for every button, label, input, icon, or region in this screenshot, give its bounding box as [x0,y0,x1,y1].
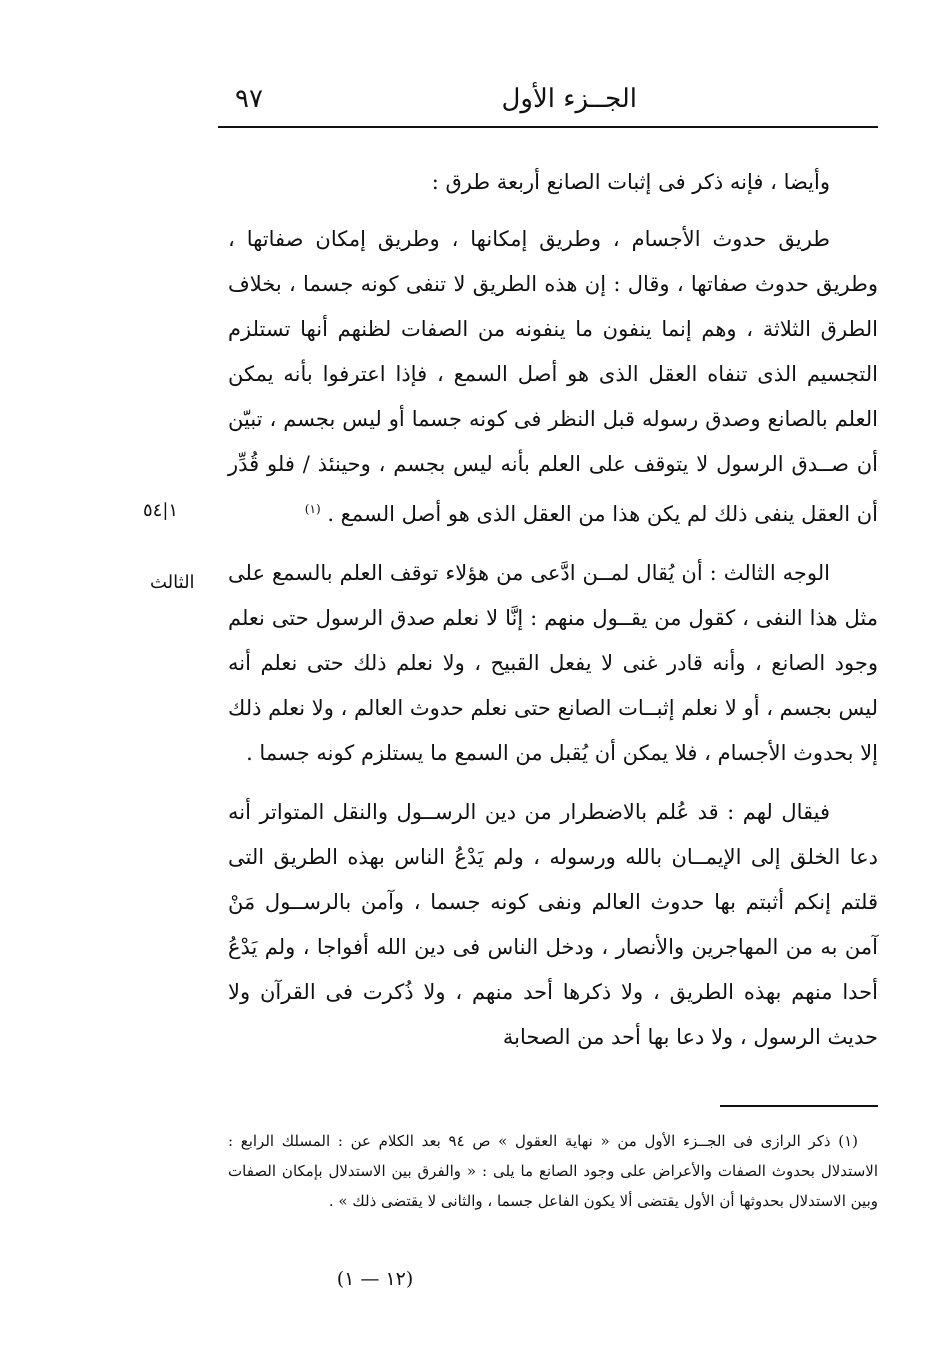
footnotes [228,1126,878,1216]
footnote-1: (١) ذكر الرازى فى الجــزء الأول من « نهاية العقول » ص ٩٤ بعد الكلام عن : المسلك الرابع : الاستدلال بحدوث الصفات والأعراض على وجود الصانع ما يلى : « والفرق بين الاستدلال بإمكان الصفات وبين الاستدلال بحدوثها أن الأول يقتضى ألا يكون الفاعل جسما ، والثانى لا يقتضى ذلك » . [228,1132,878,1210]
paragraph-4: فيقال لهم : قد عُلم بالاضطرار من دين الرســول والنقل المتواتر أنه دعا الخلق إلى الإيمــان بالله ورسوله ، ولم يَدْعُ الناس بهذه الطريق التى قلتم إنكم أثبتم بها حدوث العالم ونفى كونه جسما ، وآمن بالرســول مَنْ آمن به من المهاجرين والأنصار ، ودخل الناس فى دين الله أفواجا ، ولم يَدْعُ أحدا منهم بهذه الطريق ، ولا ذكرها أحد منهم ، ولا ذُكرت فى القرآن ولا حديث الرسول ، ولا دعا بها أحد من الصحابة [228,800,878,1049]
paragraph-2 [228,217,878,537]
running-title: الجــزء الأول [501,84,637,114]
paragraph-3: الوجه الثالث : أن يُقال لمــن ادَّعى من هؤلاء توقف العلم بالسمع على مثل هذا النفى ، كقول من يقــول منهم : إنَّا لا نعلم صدق الرسول حتى نعلم وجود الصانع ، وأنه قادر غنى لا يفعل القبيح ، ولا نعلم ذلك حتى نعلم أنه ليس بجسم ، أو لا نعلم إثبــات الصانع حتى نعلم حدوث العالم ، ولا نعلم ذلك إلا بحدوث الأجسام ، فلا يمكن أن يُقبل من السمع ما يستلزم كونه جسما . [228,561,878,765]
page-number: ٩٧ [235,84,263,114]
signature-mark: (١٢ — ١) [336,1268,414,1290]
paragraph-1: وأيضا ، فإنه ذكر فى إثبات الصانع أربعة طرق : [431,170,830,194]
footnote-marker: (١) [304,502,321,516]
main-text [228,160,878,1060]
margin-reference: ١|٥٤ [143,500,179,521]
header-rule [218,126,878,128]
margin-section-label: الثالث [150,572,195,593]
paragraph-2-text: طريق حدوث الأجسام ، وطريق إمكانها ، وطريق إمكان صفاتها ، وطريق حدوث صفاتها ، وقال : إن هذه الطريق لا تنفى كونه جسما ، بخلاف الطرق الثلاثة ، وهم إنما ينفون ما ينفونه من الصفات لظنهم أنها تستلزم التجسيم الذى تنفاه العقل الذى هو أصل السمع ، فإذا اعترفوا بأنه يمكن العلم بالصانع وصدق رسوله قبل النظر فى كونه جسما أو ليس بجسم ، تبيّن أن صــدق الرسول لا يتوقف على العلم بأنه ليس بجسم ، وحينئذ / فلو قُدِّر أن العقل ينفى ذلك لم يكن هذا من العقل الذى هو أصل السمع . [228,227,878,526]
page-header [225,80,877,120]
footnote-rule [720,1105,878,1107]
